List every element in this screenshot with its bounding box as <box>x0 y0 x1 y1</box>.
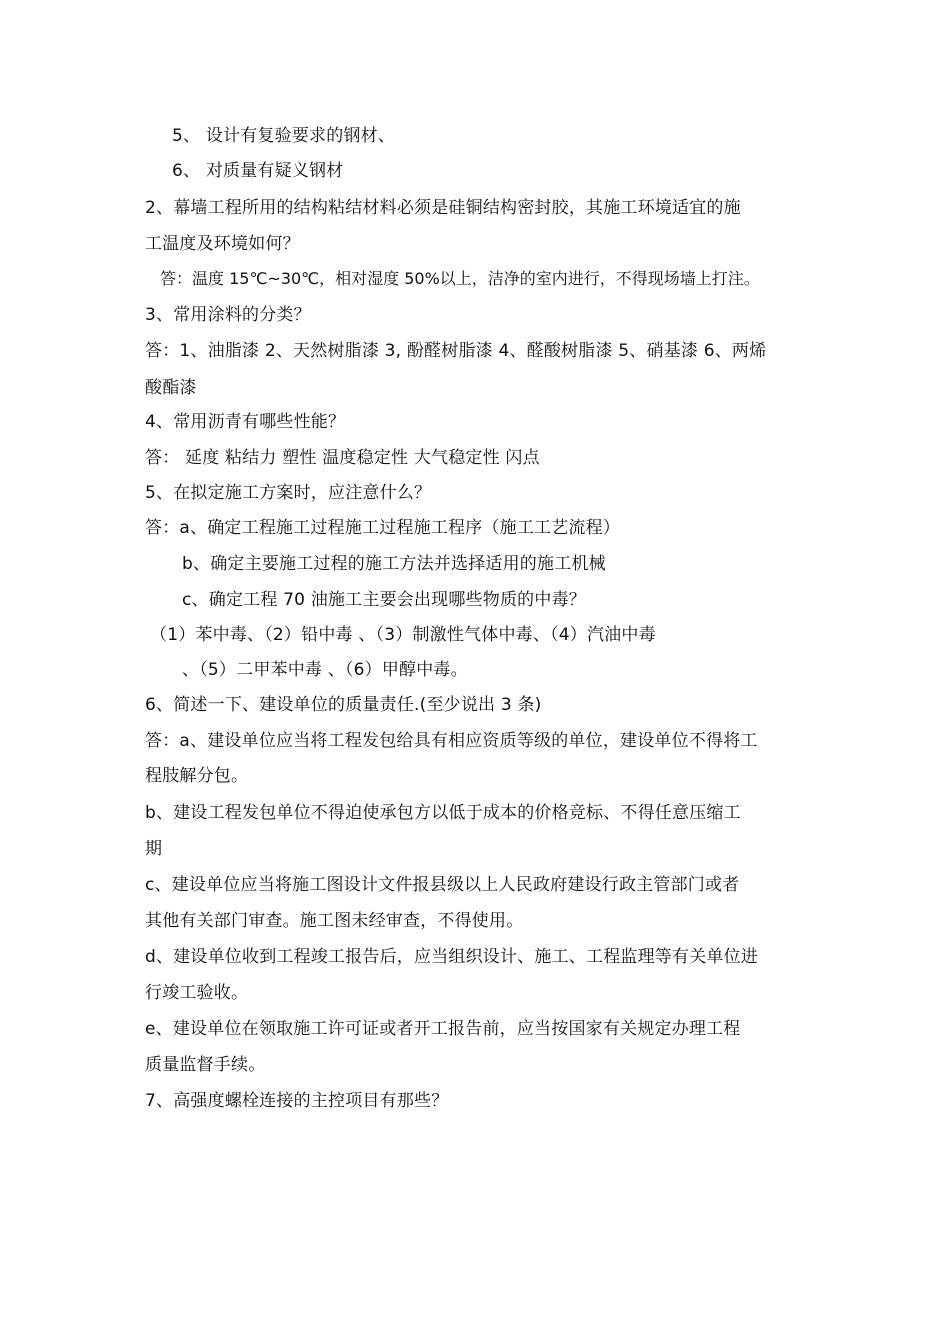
answer-4: 答： 延度 粘结力 塑性 温度稳定性 大气稳定性 闪点 <box>145 448 540 468</box>
text-line: b、建设工程发包单位不得迫使承包方以低于成本的价格竞标、不得任意压缩工 <box>145 803 741 823</box>
text-line: d、建设单位收到工程竣工报告后，应当组织设计、施工、工程监理等有关单位进 <box>145 947 758 967</box>
text-line: c、建设单位应当将施工图设计文件报县级以上人民政府建设行政主管部门或者 <box>145 875 740 895</box>
text-line: 5、 设计有复验要求的钢材、 <box>172 126 396 146</box>
text-line: 工温度及环境如何？ <box>145 234 300 254</box>
text-line: b、确定主要施工过程的施工方法并选择适用的施工机械 <box>182 554 606 574</box>
question-2: 2、幕墙工程所用的结构粘结材料必须是硅铜结构密封胶，其施工环境适宜的施 <box>145 198 741 218</box>
text-line: 行竣工验收。 <box>145 983 249 1003</box>
answer-2: 答：温度 15℃~30℃，相对湿度 50%以上，洁净的室内进行，不得现场墙上打注。 <box>160 269 760 288</box>
text-line: 6、 对质量有疑义钢材 <box>172 161 344 181</box>
text-line: 其他有关部门审查。施工图未经审查，不得使用。 <box>145 911 524 931</box>
question-4: 4、常用沥青有哪些性能？ <box>145 412 346 432</box>
text-line: 期 <box>145 839 163 859</box>
question-7: 7、高强度螺栓连接的主控项目有那些？ <box>145 1091 449 1111</box>
answer-3: 答：1、油脂漆 2、天然树脂漆 3, 酚醛树脂漆 4、醛酸树脂漆 5、硝基漆 6、两烯 <box>145 341 767 361</box>
question-5: 5、在拟定施工方案时，应注意什么？ <box>145 483 432 503</box>
text-line: （1）苯中毒、（2）铅中毒 、（3）制激性气体中毒、（4）汽油中毒 <box>150 625 656 645</box>
question-3: 3、常用涂料的分类？ <box>145 305 311 325</box>
text-line: 程肢解分包。 <box>145 766 249 786</box>
text-line: 酸酯漆 <box>145 378 197 398</box>
text-line: 、（5）二甲苯中毒 、（6）甲醇中毒。 <box>182 660 468 680</box>
text-line: e、建设单位在领取施工许可证或者开工报告前，应当按国家有关规定办理工程 <box>145 1019 741 1039</box>
question-6: 6、简述一下、建设单位的质量责任.(至少说出 3 条) <box>145 695 542 715</box>
answer-6: 答：a、建设单位应当将工程发包给具有相应资质等级的单位，建设单位不得将工 <box>145 731 758 751</box>
text-line: c、确定工程 70 油施工主要会出现哪些物质的中毒？ <box>182 590 586 610</box>
text-line: 质量监督手续。 <box>145 1055 266 1075</box>
answer-5: 答：a、确定工程施工过程施工过程施工程序（施工工艺流程） <box>145 518 621 538</box>
